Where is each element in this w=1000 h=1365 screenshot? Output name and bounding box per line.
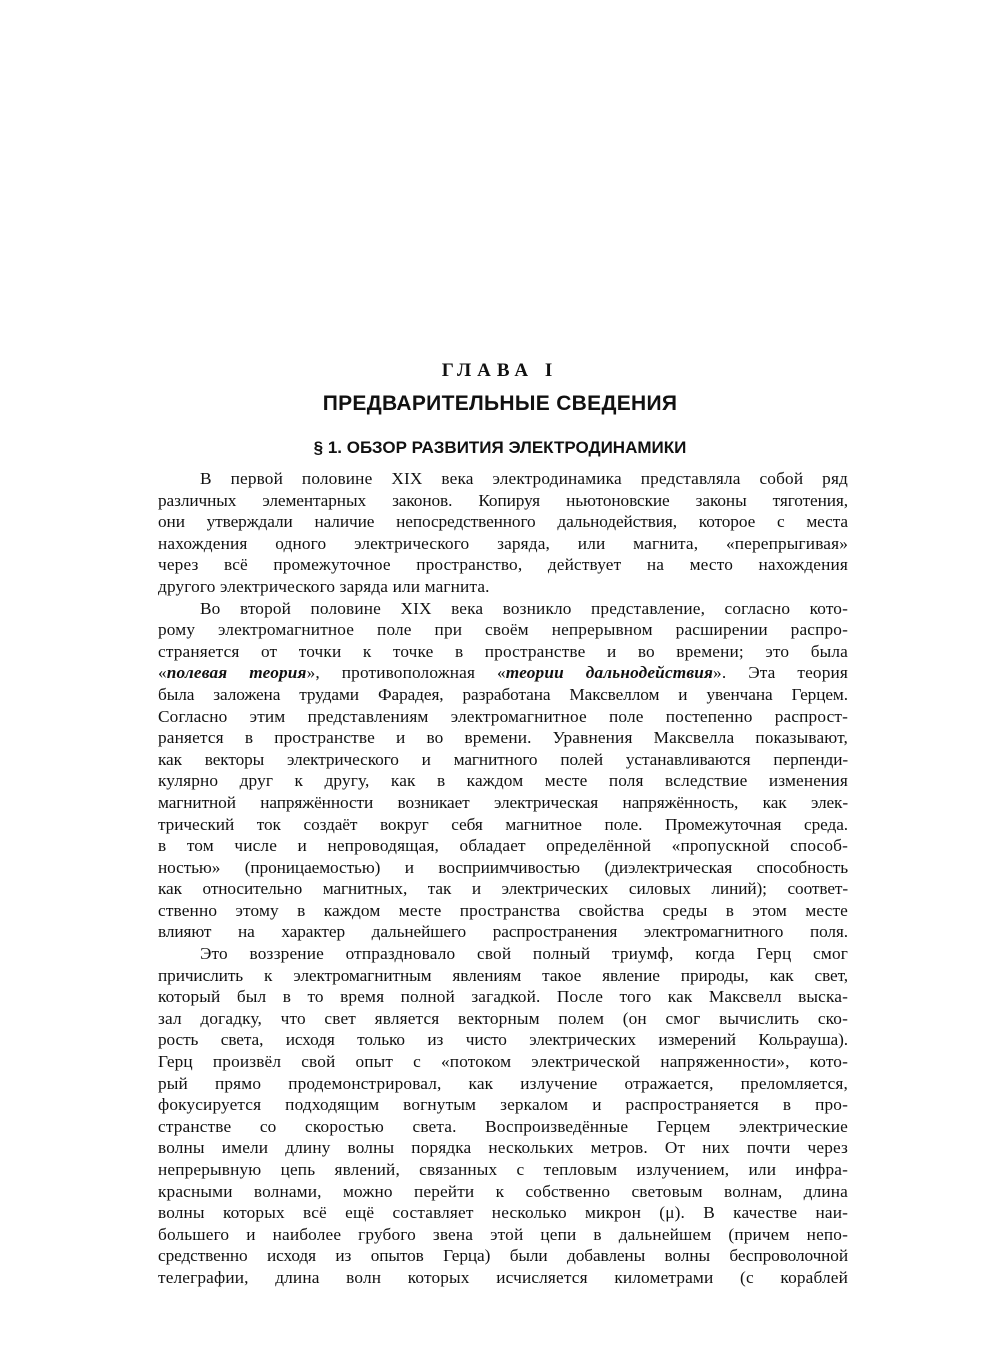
text-line: как относительно магнитных, так и электрических силовых линий); соответ- <box>158 879 848 899</box>
text-line: трический ток создаёт вокруг себя магнитное поле. Промежуточная среда. <box>158 814 848 834</box>
text-line: зал догадку, что свет является векторным полем (он смог вычислить ско- <box>158 1008 848 1028</box>
text-fragment: ». Эта теория <box>713 663 848 683</box>
text-fragment: « <box>158 663 167 683</box>
text-line: влияют на характер дальнейшего распространения электромагнитного поля. <box>158 922 848 942</box>
text-line: как векторы электрического и магнитного полей устанавливаются перпенди- <box>158 749 848 769</box>
text-line: Во второй половине XIX века возникло представление, согласно кото- <box>200 598 848 618</box>
text-line: средственно исходя из опытов Герца) были добавлены волны беспроволочной <box>158 1246 848 1266</box>
section-title: § 1. ОБЗОР РАЗВИТИЯ ЭЛЕКТРОДИНАМИКИ <box>313 438 687 457</box>
text-line: Это воззрение отпраздновало свой полный триумф, когда Герц смог <box>200 944 848 964</box>
text-line: ственно этому в каждом месте пространства свойства среды в этом месте <box>158 900 848 920</box>
text-line: кулярно друг к другу, как в каждом месте поля вследствие изменения <box>158 771 848 791</box>
text-line: ностью» (проницаемостью) и восприимчивостью (диэлектрическая способность <box>158 857 848 877</box>
text-line: волны которых всё ещё составляет несколько микрон (μ). В качестве наи- <box>158 1203 848 1223</box>
chapter-label: ГЛАВА I <box>441 360 559 381</box>
paragraph-2 <box>158 598 848 944</box>
paragraph-3 <box>158 943 848 1289</box>
text-fragment: », противоположная « <box>306 663 506 683</box>
text-line: непрерывную цепь явлений, связанных с тепловым излучением, или инфра- <box>158 1160 848 1179</box>
text-line: страняется от точки к точке в пространстве и во времени; это была <box>158 641 848 661</box>
text-line: магнитной напряжённости возникает электрическая напряжённость, как элек- <box>158 792 848 812</box>
text-line: нахождения одного электрического заряда, или магнита, «перепрыгивая» <box>158 533 848 553</box>
text-line: другого электрического заряда или магнита. <box>158 576 490 596</box>
body-text <box>158 468 848 1289</box>
text-line: рому электромагнитное поле при своём непрерывном расширении распро- <box>158 620 848 640</box>
text-line: Согласно этим представлениям электромагнитное поле постепенно распрост- <box>158 706 848 726</box>
text-line: была заложена трудами Фарадея, разработана Максвеллом и увенчана Герцем. <box>158 684 848 704</box>
text-line-with-emphasis <box>158 662 848 684</box>
emphasis-action-at-distance: теории дальнодействия <box>505 663 714 683</box>
text-line: В первой половине XIX века электродинамика представляла собой ряд <box>200 469 848 488</box>
chapter-title: ПРЕДВАРИТЕЛЬНЫЕ СВЕДЕНИЯ <box>322 392 678 415</box>
text-line: волны имели длину волны порядка нескольких метров. От них почти через <box>158 1138 848 1158</box>
text-line: причислить к электромагнитным явлениям такое явление природы, как свет, <box>158 965 848 985</box>
text-line: рость света, исходя только из чисто электрических измерений Кольрауша). <box>158 1030 848 1050</box>
text-line: различных элементарных законов. Копируя ньютоновские законы тяготения, <box>158 490 848 510</box>
text-line: который был в то время полной загадкой. После того как Максвелл выска- <box>158 987 848 1007</box>
text-line: через всё промежуточное пространство, действует на место нахождения <box>158 555 848 575</box>
text-line: Герц произвёл свой опыт с «потоком электрической напряженности», кото- <box>158 1052 848 1072</box>
text-line: раняется в пространстве и во времени. Уравнения Максвелла показывают, <box>158 728 848 748</box>
text-line: странстве со скоростью света. Воспроизведённые Герцем электрические <box>158 1116 848 1136</box>
text-line: фокусируется подходящим вогнутым зеркалом и распространяется в про- <box>158 1095 848 1115</box>
text-line: телеграфии, длина волн которых исчисляется километрами (с кораблей <box>158 1267 848 1287</box>
text-line: они утверждали наличие непосредственного дальнодействия, которое с места <box>158 512 848 532</box>
emphasis-field-theory: полевая теория <box>166 663 307 683</box>
text-line: рый прямо продемонстрировал, как излучение отражается, преломляется, <box>158 1073 848 1093</box>
paragraph-1 <box>158 468 848 598</box>
text-line: красными волнами, можно перейти к собственно световым волнам, длина <box>158 1181 848 1201</box>
text-line: в том числе и непроводящая, обладает определённой «пропускной способ- <box>158 836 848 856</box>
text-line: большего и наиболее грубого звена этой цепи в дальнейшем (причем непо- <box>158 1224 848 1244</box>
